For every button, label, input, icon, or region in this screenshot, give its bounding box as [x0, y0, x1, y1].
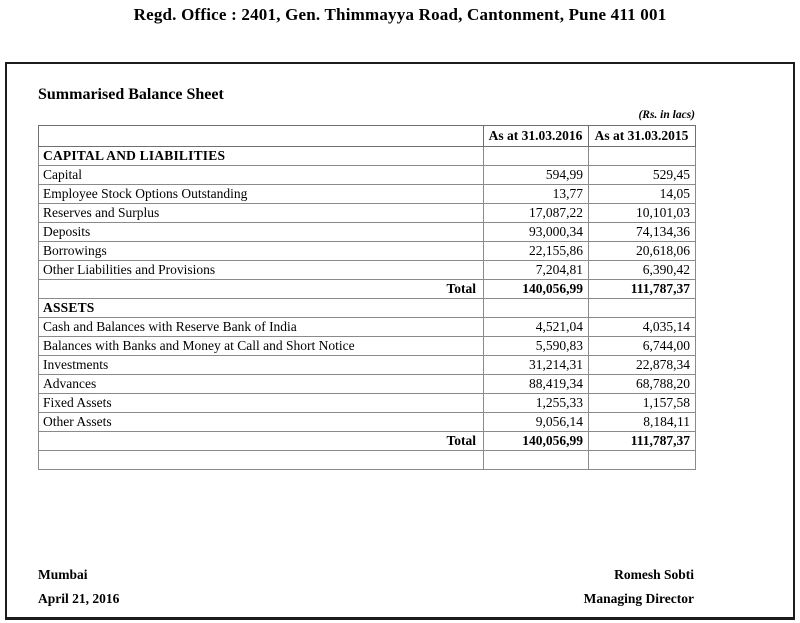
column-header-label [39, 126, 484, 147]
cell-label: Cash and Balances with Reserve Bank of India [39, 318, 484, 337]
signature-block-left [38, 563, 119, 611]
cell-2015: 8,184,11 [589, 413, 696, 432]
cell-label: ASSETS [39, 299, 484, 318]
cell-2015 [589, 451, 696, 470]
cell-label: Advances [39, 375, 484, 394]
cell-2016: 140,056,99 [484, 432, 589, 451]
cell-2016: 88,419,34 [484, 375, 589, 394]
cell-2015: 20,618,06 [589, 242, 696, 261]
currency-unit-note: (Rs. in lacs) [638, 109, 695, 121]
table-row [39, 356, 696, 375]
table-area [38, 108, 695, 470]
cell-label: Balances with Banks and Money at Call and Short Notice [39, 337, 484, 356]
cell-2016: 93,000,34 [484, 223, 589, 242]
table-row [39, 185, 696, 204]
cell-2015 [589, 299, 696, 318]
cell-2016: 5,590,83 [484, 337, 589, 356]
table-row [39, 318, 696, 337]
cell-2016 [484, 147, 589, 166]
column-header-2016: As at 31.03.2016 [484, 126, 589, 147]
cell-2016: 594,99 [484, 166, 589, 185]
cell-2016 [484, 451, 589, 470]
cell-label [39, 451, 484, 470]
cell-label: Total [39, 280, 484, 299]
signature-block-right [584, 563, 694, 611]
cell-2015: 111,787,37 [589, 432, 696, 451]
signatory-title: Managing Director [583, 591, 694, 606]
cell-2016: 31,214,31 [484, 356, 589, 375]
table-row [39, 147, 696, 166]
balance-sheet-table [38, 125, 696, 470]
cell-label: Other Liabilities and Provisions [39, 261, 484, 280]
table-row [39, 451, 696, 470]
cell-2016: 4,521,04 [484, 318, 589, 337]
cell-2016: 140,056,99 [484, 280, 589, 299]
table-row [39, 280, 696, 299]
cell-2015: 14,05 [589, 185, 696, 204]
cell-2016: 9,056,14 [484, 413, 589, 432]
cell-label: Deposits [39, 223, 484, 242]
cell-2016: 22,155,86 [484, 242, 589, 261]
cell-2016 [484, 299, 589, 318]
cell-2015: 10,101,03 [589, 204, 696, 223]
cell-2016: 1,255,33 [484, 394, 589, 413]
cell-label: Capital [39, 166, 484, 185]
cell-label: CAPITAL AND LIABILITIES [39, 147, 484, 166]
signature-date: April 21, 2016 [38, 591, 120, 606]
table-row [39, 204, 696, 223]
cell-2015: 111,787,37 [589, 280, 696, 299]
page-title: Summarised Balance Sheet [38, 86, 224, 103]
balance-sheet-box [5, 62, 795, 620]
table-row [39, 375, 696, 394]
cell-label: Employee Stock Options Outstanding [39, 185, 484, 204]
cell-2015 [589, 147, 696, 166]
table-row [39, 337, 696, 356]
table-row [39, 223, 696, 242]
balance-sheet-body [39, 147, 696, 470]
table-row [39, 299, 696, 318]
cell-2015: 6,390,42 [589, 261, 696, 280]
cell-2015: 74,134,36 [589, 223, 696, 242]
cell-2016: 7,204,81 [484, 261, 589, 280]
column-header-2015: As at 31.03.2015 [589, 126, 696, 147]
cell-2015: 68,788,20 [589, 375, 696, 394]
table-row [39, 166, 696, 185]
cell-2015: 6,744,00 [589, 337, 696, 356]
table-row [39, 261, 696, 280]
cell-2015: 22,878,34 [589, 356, 696, 375]
cell-label: Other Assets [39, 413, 484, 432]
table-row [39, 242, 696, 261]
table-row [39, 394, 696, 413]
cell-2015: 1,157,58 [589, 394, 696, 413]
regd-office-header: Regd. Office : 2401, Gen. Thimmayya Road, Cantonment, Pune 411 001 [133, 5, 667, 24]
cell-2016: 17,087,22 [484, 204, 589, 223]
cell-label: Fixed Assets [39, 394, 484, 413]
table-row [39, 413, 696, 432]
cell-label: Borrowings [39, 242, 484, 261]
cell-2015: 529,45 [589, 166, 696, 185]
cell-2015: 4,035,14 [589, 318, 696, 337]
cell-label: Total [39, 432, 484, 451]
cell-label: Reserves and Surplus [39, 204, 484, 223]
table-row [39, 432, 696, 451]
cell-2016: 13,77 [484, 185, 589, 204]
signatory-name: Romesh Sobti [614, 567, 694, 582]
table-header-row [39, 126, 696, 147]
cell-label: Investments [39, 356, 484, 375]
signature-place: Mumbai [38, 567, 88, 582]
